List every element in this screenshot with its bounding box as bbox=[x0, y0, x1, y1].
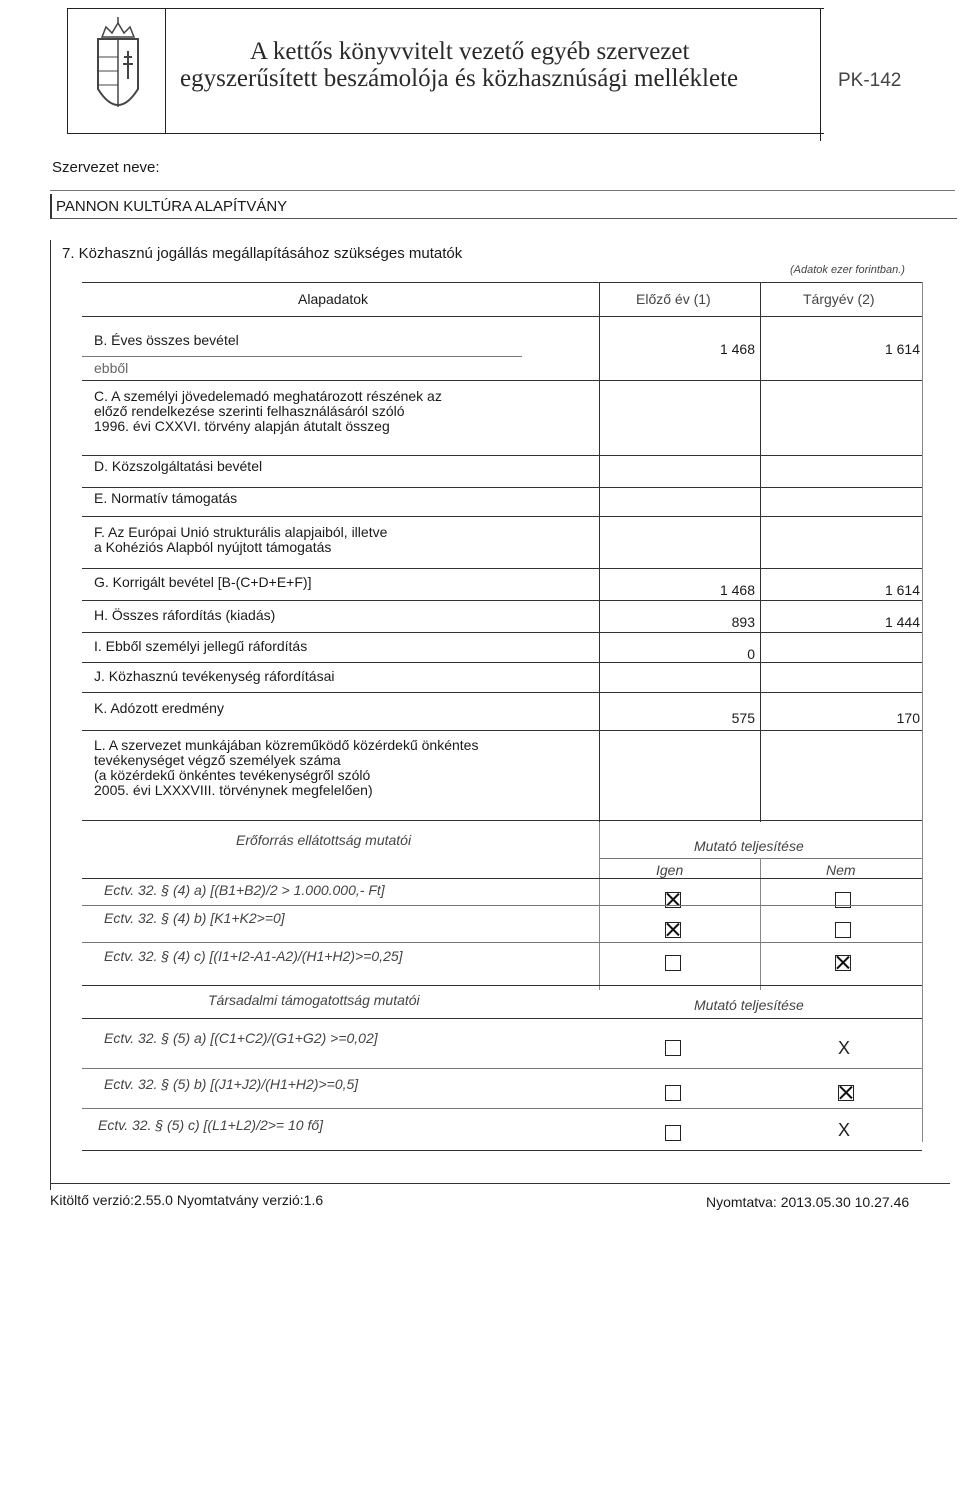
row-b-label: B. Éves összes bevétel bbox=[94, 332, 239, 348]
row-k-curr: 170 bbox=[896, 710, 920, 726]
row-c-label-2: előző rendelkezése szerinti felhasználásáról szóló bbox=[94, 403, 405, 419]
col-header-prev: Előző év (1) bbox=[636, 291, 711, 307]
row-h-prev: 893 bbox=[731, 614, 755, 630]
row-k-prev: 575 bbox=[731, 710, 755, 726]
row-f-label-1: F. Az Európai Unió strukturális alapjaiból, illetve bbox=[94, 524, 388, 540]
row-h-curr: 1 444 bbox=[884, 614, 920, 630]
row-i-label: I. Ebből személyi jellegű ráfordítás bbox=[94, 638, 308, 654]
resource-title: Erőforrás ellátottság mutatói bbox=[236, 832, 412, 848]
social-3-yes-checkbox[interactable] bbox=[665, 1125, 681, 1141]
social-2-yes-checkbox[interactable] bbox=[665, 1085, 681, 1101]
org-name-label: Szervezet neve: bbox=[52, 159, 160, 176]
social-3-no-mark[interactable]: X bbox=[838, 1120, 851, 1140]
social-title: Társadalmi támogatottság mutatói bbox=[208, 992, 420, 1008]
row-d-label: D. Közszolgáltatási bevétel bbox=[94, 458, 263, 474]
row-ebbol-label: ebből bbox=[94, 360, 129, 376]
social-2-no-checkbox[interactable] bbox=[838, 1085, 854, 1101]
header-title-line1: A kettős könyvvitelt vezető egyéb szervezet bbox=[250, 38, 690, 65]
resource-formula-2: Ectv. 32. § (4) b) [K1+K2>=0] bbox=[104, 910, 285, 926]
resource-3-yes-checkbox[interactable] bbox=[665, 955, 681, 971]
resource-2-yes-checkbox[interactable] bbox=[665, 922, 681, 938]
social-formula-1: Ectv. 32. § (5) a) [(C1+C2)/(G1+G2) >=0,02] bbox=[104, 1030, 378, 1046]
row-b-prev: 1 468 bbox=[719, 341, 755, 357]
row-g-label: G. Korrigált bevétel [B-(C+D+E+F)] bbox=[94, 574, 312, 590]
row-k-label: K. Adózott eredmény bbox=[94, 700, 224, 716]
col-header-curr: Tárgyév (2) bbox=[803, 291, 875, 307]
resource-3-no-checkbox[interactable] bbox=[835, 955, 851, 971]
header-title-line2: egyszerűsített beszámolója és közhasznúsági melléklete bbox=[180, 65, 739, 92]
row-e-label: E. Normatív támogatás bbox=[94, 490, 238, 506]
unit-note: (Adatok ezer forintban.) bbox=[790, 264, 905, 276]
social-1-yes-checkbox[interactable] bbox=[665, 1040, 681, 1056]
social-formula-3: Ectv. 32. § (5) c) [(L1+L2)/2>= 10 fő] bbox=[98, 1117, 324, 1133]
footer-printed: Nyomtatva: 2013.05.30 10.27.46 bbox=[706, 1194, 910, 1210]
row-c-label-1: C. A személyi jövedelemadó meghatározott részének az bbox=[94, 388, 442, 404]
row-g-prev: 1 468 bbox=[719, 582, 755, 598]
form-code: PK-142 bbox=[838, 70, 902, 91]
col-header-basic: Alapadatok bbox=[298, 291, 369, 307]
row-g-curr: 1 614 bbox=[884, 582, 920, 598]
row-l-label-2: tevékenységet végző személyek száma bbox=[94, 752, 341, 768]
social-1-no-mark[interactable]: X bbox=[838, 1038, 851, 1058]
org-name-value: PANNON KULTÚRA ALAPÍTVÁNY bbox=[56, 198, 288, 215]
resource-formula-3: Ectv. 32. § (4) c) [(I1+I2-A1-A2)/(H1+H2)>=0,25] bbox=[104, 948, 403, 964]
no-header: Nem bbox=[826, 862, 856, 878]
coat-of-arms-logo bbox=[67, 8, 166, 134]
social-result-title: Mutató teljesítése bbox=[694, 997, 804, 1013]
resource-result-title: Mutató teljesítése bbox=[694, 838, 804, 854]
section-title: 7. Közhasznú jogállás megállapításához szükséges mutatók bbox=[62, 245, 463, 262]
row-l-label-1: L. A szervezet munkájában közreműködő közérdekű önkéntes bbox=[94, 737, 479, 753]
social-formula-2: Ectv. 32. § (5) b) [(J1+J2)/(H1+H2)>=0,5] bbox=[104, 1076, 359, 1092]
row-b-curr: 1 614 bbox=[884, 341, 920, 357]
resource-formula-1: Ectv. 32. § (4) a) [(B1+B2)/2 > 1.000.000,- Ft] bbox=[104, 882, 385, 898]
row-i-prev: 0 bbox=[747, 646, 755, 662]
row-c-label-3: 1996. évi CXXVI. törvény alapján átutalt összeg bbox=[94, 418, 390, 434]
row-f-label-2: a Kohéziós Alapból nyújtott támogatás bbox=[94, 539, 332, 555]
yes-header: Igen bbox=[656, 862, 684, 878]
row-j-label: J. Közhasznú tevékenység ráfordításai bbox=[94, 668, 335, 684]
coat-of-arms-icon bbox=[68, 9, 165, 133]
footer-version: Kitöltő verzió:2.55.0 Nyomtatvány verzió:1.6 bbox=[50, 1192, 324, 1208]
row-l-label-4: 2005. évi LXXXVIII. törvénynek megfelelően) bbox=[94, 782, 373, 798]
resource-2-no-checkbox[interactable] bbox=[835, 922, 851, 938]
row-l-label-3: (a közérdekű önkéntes tevékenységről szóló bbox=[94, 767, 371, 783]
row-h-label: H. Összes ráfordítás (kiadás) bbox=[94, 607, 276, 623]
